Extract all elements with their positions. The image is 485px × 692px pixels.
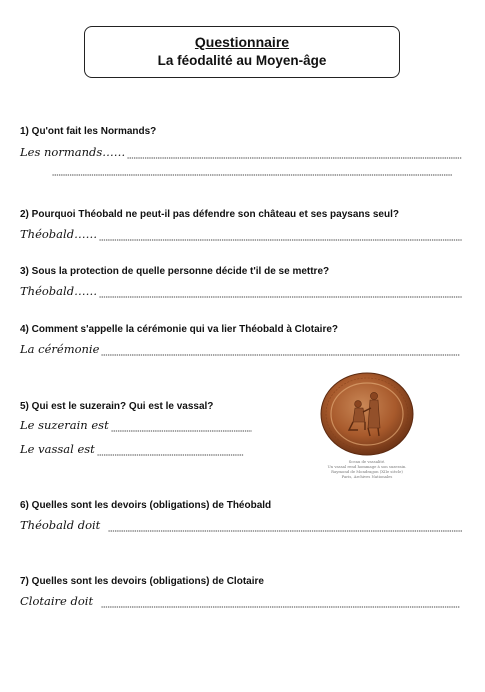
title-box (84, 26, 400, 78)
dotted-line (99, 229, 462, 241)
question-5: 5) Qui est le suzerain? Qui est le vassal? (20, 401, 214, 412)
question-6: 6) Quelles sont les devoirs (obligations) de Théobald (20, 500, 272, 511)
answer-line-3[interactable] (20, 282, 462, 298)
caption-line: Paris, Archives Nationales (341, 474, 393, 479)
caption-line: Un vassal rend hommage à son suzerain. (327, 464, 407, 469)
answer-line-6[interactable] (20, 516, 462, 532)
answer-line-4[interactable] (20, 340, 460, 356)
dotted-line (108, 520, 462, 532)
answer-start-7: Clotaire doit (20, 594, 94, 608)
seal-figure (318, 372, 416, 479)
question-4: 4) Comment s'appelle la cérémonie qui va lier Théobald à Clotaire? (20, 324, 339, 335)
answer-start-5b: Le vassal est (20, 442, 95, 456)
answer-lead-dots-2: …… (74, 227, 98, 241)
caption-line: Raymond de Mondragon (XIIe siècle) (331, 469, 403, 474)
answer-lead-dots-3: …… (74, 284, 98, 298)
seal-image (318, 372, 416, 456)
dotted-line (111, 420, 252, 432)
dotted-line (127, 147, 462, 159)
page-subtitle: La féodalité au Moyen-âge (157, 53, 327, 68)
answer-start-6: Théobald doit (20, 518, 101, 532)
question-3: 3) Sous la protection de quelle personne décide t'il de se mettre? (20, 266, 330, 277)
answer-start-2: Théobald (20, 227, 75, 241)
dotted-line (101, 344, 460, 356)
answer-start-1: Les normands (20, 145, 103, 159)
answer-line-1b[interactable] (52, 170, 452, 176)
answer-line-1[interactable] (20, 143, 462, 159)
caption-line: Sceau de vassalité. (348, 459, 386, 464)
answer-start-4: La cérémonie (20, 342, 100, 356)
page-title: Questionnaire (194, 34, 290, 50)
question-7: 7) Quelles sont les devoirs (obligations) de Clotaire (20, 576, 264, 587)
answer-lead-dots-1: …… (102, 145, 126, 159)
question-1: 1) Qu'ont fait les Normands? (20, 126, 157, 137)
answer-line-5-vassal[interactable] (20, 440, 244, 456)
dotted-line (101, 596, 460, 608)
answer-start-3: Théobald (20, 284, 75, 298)
seal-caption (318, 459, 416, 479)
answer-start-5: Le suzerain est (20, 418, 109, 432)
answer-line-5-suzerain[interactable] (20, 416, 252, 432)
dotted-line (99, 286, 462, 298)
dotted-line (97, 444, 244, 456)
question-2: 2) Pourquoi Théobald ne peut-il pas défendre son château et ses paysans seul? (20, 209, 399, 220)
answer-line-2[interactable] (20, 225, 462, 241)
answer-line-7[interactable] (20, 592, 460, 608)
